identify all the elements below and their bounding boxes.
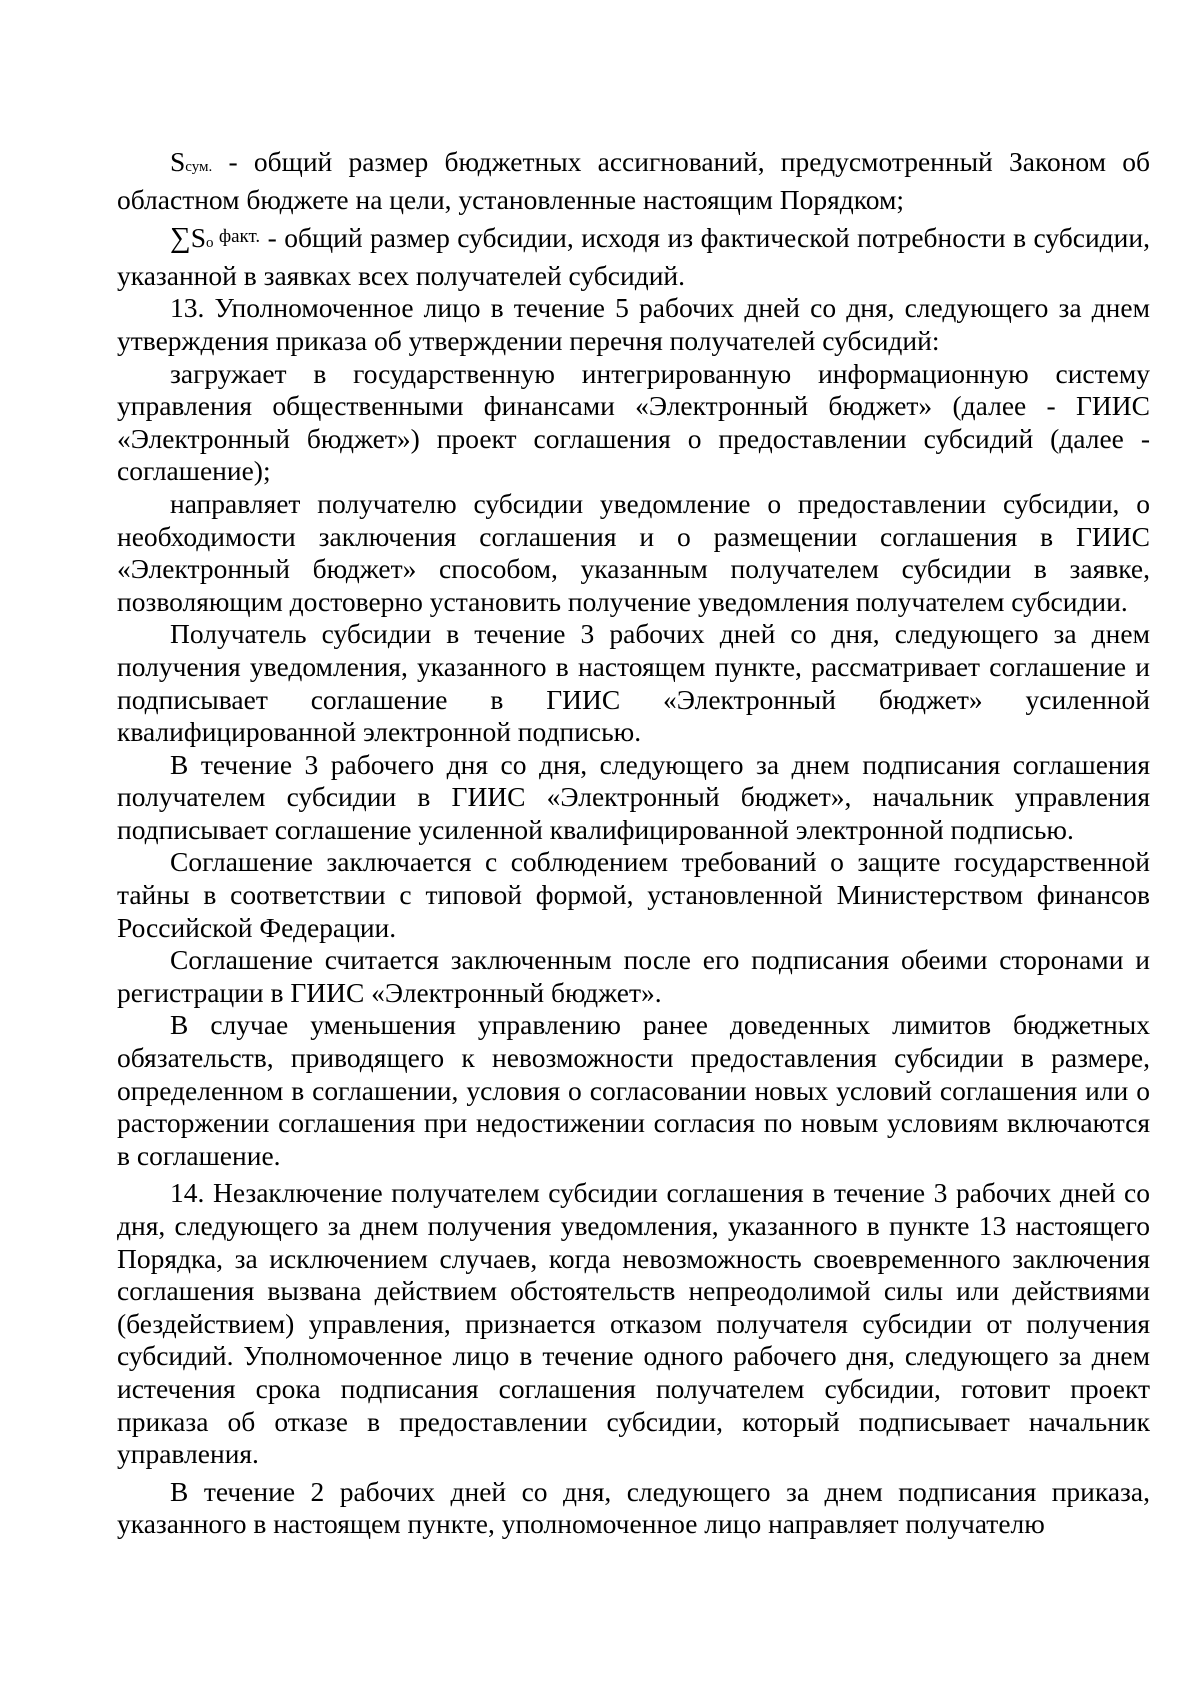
formula-definition-s-fact: [117, 221, 1150, 292]
formula-symbol: S: [190, 222, 206, 254]
paragraph-order-notification: В течение 2 рабочих дней со дня, следующего за днем подписания приказа, указанного в настоящем пункте, уполномоченное лицо направляет получателю: [117, 1475, 1150, 1540]
paragraph-14: 14. Незаключение получателем субсидии соглашения в течение 3 рабочих дней со дня, следующего за днем получения уведомления, указанного в пункте 13 настоящего Порядка, за исключением случаев, когда невозможность своевременного заключения соглашения вызвана действием обстоятельств непреодолимой силы или действиями (бездействием) управления, признается отказом получателя субсидии от получения субсидий. Уполномоченное лицо в течение одного рабочего дня, следующего за днем истечения срока подписания соглашения получателем субсидии, готовит проект приказа об отказе в предоставлении субсидии, который подписывает начальник управления.: [117, 1177, 1150, 1470]
formula-definition-text: - общий размер субсидии, исходя из фактической потребности в субсидии, указанной в заявках всех получателей субсидий.: [117, 222, 1150, 291]
sigma-symbol: ∑: [170, 222, 191, 255]
document-page: [117, 146, 1150, 1541]
formula-subscript: сум.: [185, 159, 213, 175]
paragraph-13: 13. Уполномоченное лицо в течение 5 рабочих дней со дня, следующего за днем утверждения приказа об утверждении перечня получателей субсидий:: [117, 292, 1150, 356]
formula-subscript: о: [205, 235, 214, 252]
formula-definition-text: - общий размер бюджетных ассигнований, предусмотренный Законом об областном бюджете на цели, установленные настоящим Порядком;: [117, 146, 1150, 215]
paragraph-send-notification: направляет получателю субсидии уведомление о предоставлении субсидии, о необходимости заключения соглашения и о размещении соглашения в ГИИС «Электронный бюджет» способом, указанным получателем субсидии в заявке, позволяющим достоверно установить получение уведомления получателем субсидии.: [117, 487, 1150, 617]
paragraph-upload-agreement: загружает в государственную интегрированную информационную систему управления общественными финансами «Электронный бюджет» (далее - ГИИС «Электронный бюджет») проект соглашения о предоставлении субсидий (далее - соглашение);: [117, 357, 1150, 487]
formula-definition-s-sum: [117, 146, 1150, 216]
paragraph-recipient-signs: Получатель субсидии в течение 3 рабочих дней со дня, следующего за днем получения уведомления, указанного в настоящем пункте, рассматривает соглашение и подписывает соглашение в ГИИС «Электронный бюджет» усиленной квалифицированной электронной подписью.: [117, 618, 1150, 748]
paragraph-state-secret: Соглашение заключается с соблюдением требований о защите государственной тайны в соответствии с типовой формой, установленной Министерством финансов Российской Федерации.: [117, 846, 1150, 943]
paragraph-limits-reduction: В случае уменьшения управлению ранее доведенных лимитов бюджетных обязательств, приводящего к невозможности предоставления субсидии в размере, определенном в соглашении, условия о согласовании новых условий соглашения или о расторжении соглашения при недостижении согласия по новым условиям включаются в соглашение.: [117, 1009, 1150, 1171]
paragraph-agreement-concluded: Соглашение считается заключенным после его подписания обеими сторонами и регистрации в ГИИС «Электронный бюджет».: [117, 944, 1150, 1008]
formula-suffix: факт.: [213, 226, 261, 248]
paragraph-head-signs: В течение 3 рабочего дня со дня, следующего за днем подписания соглашения получателем субсидии в ГИИС «Электронный бюджет», начальник управления подписывает соглашение усиленной квалифицированной электронной подписью.: [117, 748, 1150, 845]
formula-symbol: S: [170, 146, 186, 177]
